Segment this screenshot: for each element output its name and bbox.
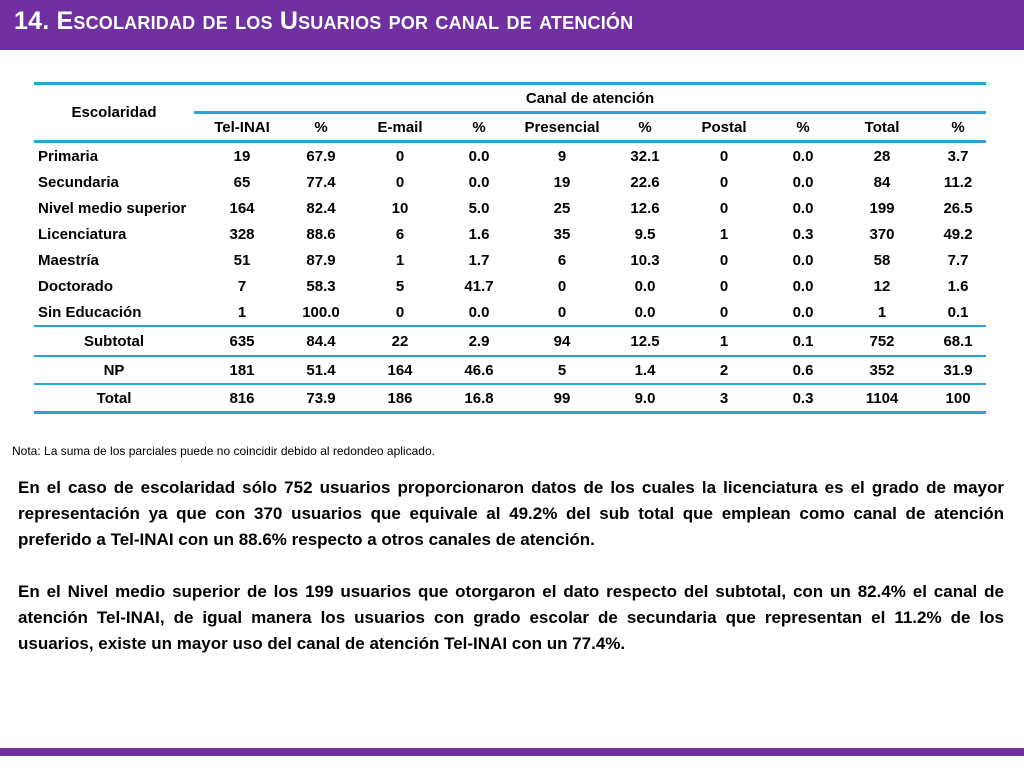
table-cell: 5 (395, 277, 405, 295)
col-header: % (314, 118, 328, 136)
table-cell: 164 (387, 361, 413, 379)
table-cell: 352 (869, 361, 895, 379)
table-cell: 84.4 (306, 332, 336, 350)
paragraph-1: En el caso de escolaridad sólo 752 usuarios proporcionaron datos de los cuales la licenciatura es el grado de mayor representación ya que con 370 usuarios que equivale al 49.2% del sub total que emplean como canal de atención preferido a Tel-INAI con un 88.6% respecto a otros canales de atención. (18, 478, 1004, 549)
col-header: Presencial (524, 118, 600, 136)
table-cell: 0.3 (792, 225, 814, 243)
table-cell: 3.7 (947, 147, 969, 165)
row-label: Doctorado (38, 277, 113, 295)
table-cell: 10.3 (630, 251, 660, 269)
table-cell: 16.8 (464, 389, 494, 407)
row-label: Total (96, 389, 132, 407)
col-header: E-mail (377, 118, 423, 136)
bottom-bar (0, 748, 1024, 756)
table-cell: 6 (557, 251, 567, 269)
table-cell: 58.3 (306, 277, 336, 295)
table-cell: 0.0 (792, 303, 814, 321)
table-cell: 164 (229, 199, 255, 217)
table-cell: 46.6 (464, 361, 494, 379)
table-cell: 1.6 (468, 225, 490, 243)
table-cell: 1.7 (468, 251, 490, 269)
col-header: % (796, 118, 810, 136)
table-cell: 100.0 (302, 303, 340, 321)
table-cell: 41.7 (464, 277, 494, 295)
table-cell: 1 (719, 225, 729, 243)
row-label: Sin Educación (38, 303, 142, 321)
summary-row (34, 356, 986, 384)
table-cell: 1104 (865, 389, 899, 407)
table-cell: 199 (869, 199, 895, 217)
table-cell: 0.0 (468, 303, 490, 321)
table-cell: 181 (229, 361, 255, 379)
table-cell: 87.9 (306, 251, 336, 269)
table-cell: 0.1 (947, 303, 969, 321)
table-cell: 816 (229, 389, 255, 407)
table-note: Nota: La suma de los parciales puede no coincidir debido al redondeo aplicado. (12, 444, 435, 458)
table-cell: 1 (719, 332, 729, 350)
table-cell: 0.1 (792, 332, 814, 350)
table-cell: 51 (233, 251, 251, 269)
table-cell: 49.2 (943, 225, 973, 243)
table-cell: 35 (553, 225, 571, 243)
table-cell: 186 (387, 389, 413, 407)
table-cell: 0.0 (792, 199, 814, 217)
table-cell: 0 (557, 277, 567, 295)
table-cell: 84 (873, 173, 891, 191)
table-cell: 0 (557, 303, 567, 321)
page-title: 14. Escolaridad de los Usuarios por canal de atención (14, 7, 634, 35)
table-cell: 73.9 (306, 389, 336, 407)
table-row (34, 195, 986, 221)
table-cell: 28 (873, 147, 891, 165)
col-header: Total (864, 118, 900, 136)
table-cell: 7 (237, 277, 247, 295)
table-cell: 9 (557, 147, 567, 165)
table-cell: 82.4 (306, 199, 336, 217)
table-cell: 6 (395, 225, 405, 243)
table-cell: 328 (229, 225, 255, 243)
table-cell: 0.0 (792, 251, 814, 269)
row-label: Maestría (38, 251, 99, 269)
table-cell: 1 (237, 303, 247, 321)
col-header: % (472, 118, 486, 136)
table-cell: 5 (557, 361, 567, 379)
table-row (34, 221, 986, 247)
schooling-table (34, 82, 986, 414)
table-cell: 9.0 (634, 389, 656, 407)
table-cell: 7.7 (947, 251, 969, 269)
table-cell: 0.0 (792, 147, 814, 165)
table-cell: 10 (391, 199, 409, 217)
table-cell: 32.1 (630, 147, 660, 165)
table-cell: 0.0 (792, 173, 814, 191)
table-cell: 1 (877, 303, 887, 321)
col-header: Tel-INAI (214, 118, 270, 136)
table-cell: 1.6 (947, 277, 969, 295)
table-cell: 0.3 (792, 389, 814, 407)
table-cell: 26.5 (943, 199, 973, 217)
table-cell: 5.0 (468, 199, 490, 217)
table-cell: 0 (395, 147, 405, 165)
table-cell: 0 (719, 277, 729, 295)
table-cell: 22 (391, 332, 409, 350)
table-cell: 11.2 (943, 173, 973, 191)
table-cell: 635 (229, 332, 255, 350)
header-row-group (34, 84, 986, 113)
table-cell: 0 (395, 303, 405, 321)
table-cell: 2 (719, 361, 729, 379)
table-cell: 0.0 (634, 303, 656, 321)
table-cell: 12.6 (630, 199, 660, 217)
header-escolaridad: Escolaridad (34, 84, 194, 142)
table-cell: 19 (233, 147, 251, 165)
row-label: Nivel medio superior (38, 199, 187, 217)
summary-row (34, 384, 986, 413)
table-cell: 94 (553, 332, 571, 350)
table-cell: 0.0 (468, 147, 490, 165)
row-label: NP (103, 361, 125, 379)
table-cell: 2.9 (468, 332, 490, 350)
table-cell: 3 (719, 389, 729, 407)
table-cell: 67.9 (306, 147, 336, 165)
table-cell: 65 (233, 173, 251, 191)
table-cell: 51.4 (306, 361, 336, 379)
table-cell: 0.0 (792, 277, 814, 295)
row-label: Primaria (38, 147, 99, 165)
table-cell: 68.1 (943, 332, 973, 350)
table-cell: 22.6 (630, 173, 660, 191)
table-row (34, 142, 986, 170)
col-header: Postal (701, 118, 747, 136)
table-cell: 752 (869, 332, 895, 350)
table-cell: 1 (395, 251, 405, 269)
table-cell: 0 (719, 199, 729, 217)
table-cell: 1.4 (634, 361, 656, 379)
col-header: % (951, 118, 965, 136)
row-label: Secundaria (38, 173, 119, 191)
table-row (34, 247, 986, 273)
table-row (34, 169, 986, 195)
table-cell: 0 (719, 303, 729, 321)
table-cell: 0 (719, 147, 729, 165)
table-cell: 12 (873, 277, 891, 295)
paragraph-2: En el Nivel medio superior de los 199 usuarios que otorgaron el dato respecto del subtotal, con un 82.4% el canal de atención Tel-INAI, de igual manera los usuarios con grado escolar de secundaria que representan el 11.2% de los usuarios, existe un mayor uso del canal de atención Tel-INAI con un 77.4%. (18, 582, 1004, 653)
table-cell: 9.5 (634, 225, 656, 243)
summary-row (34, 326, 986, 356)
table-cell: 0 (719, 173, 729, 191)
table-cell: 58 (873, 251, 891, 269)
table-cell: 0 (395, 173, 405, 191)
table-row (34, 273, 986, 299)
table-row (34, 299, 986, 326)
row-label: Licenciatura (38, 225, 127, 243)
col-header: % (638, 118, 652, 136)
table-cell: 25 (553, 199, 571, 217)
row-label: Subtotal (84, 332, 144, 350)
title-bar (0, 0, 1024, 50)
table-cell: 31.9 (943, 361, 973, 379)
header-canal: Canal de atención (194, 84, 986, 113)
table-cell: 0.0 (634, 277, 656, 295)
table-cell: 19 (553, 173, 571, 191)
table-cell: 77.4 (306, 173, 336, 191)
table-cell: 88.6 (306, 225, 336, 243)
table-cell: 99 (553, 389, 571, 407)
table-cell: 0.0 (468, 173, 490, 191)
table-cell: 370 (869, 225, 895, 243)
table-cell: 12.5 (630, 332, 660, 350)
table-cell: 0 (719, 251, 729, 269)
table-cell: 0.6 (792, 361, 814, 379)
table-cell: 100 (945, 389, 971, 407)
table-container (34, 82, 986, 414)
